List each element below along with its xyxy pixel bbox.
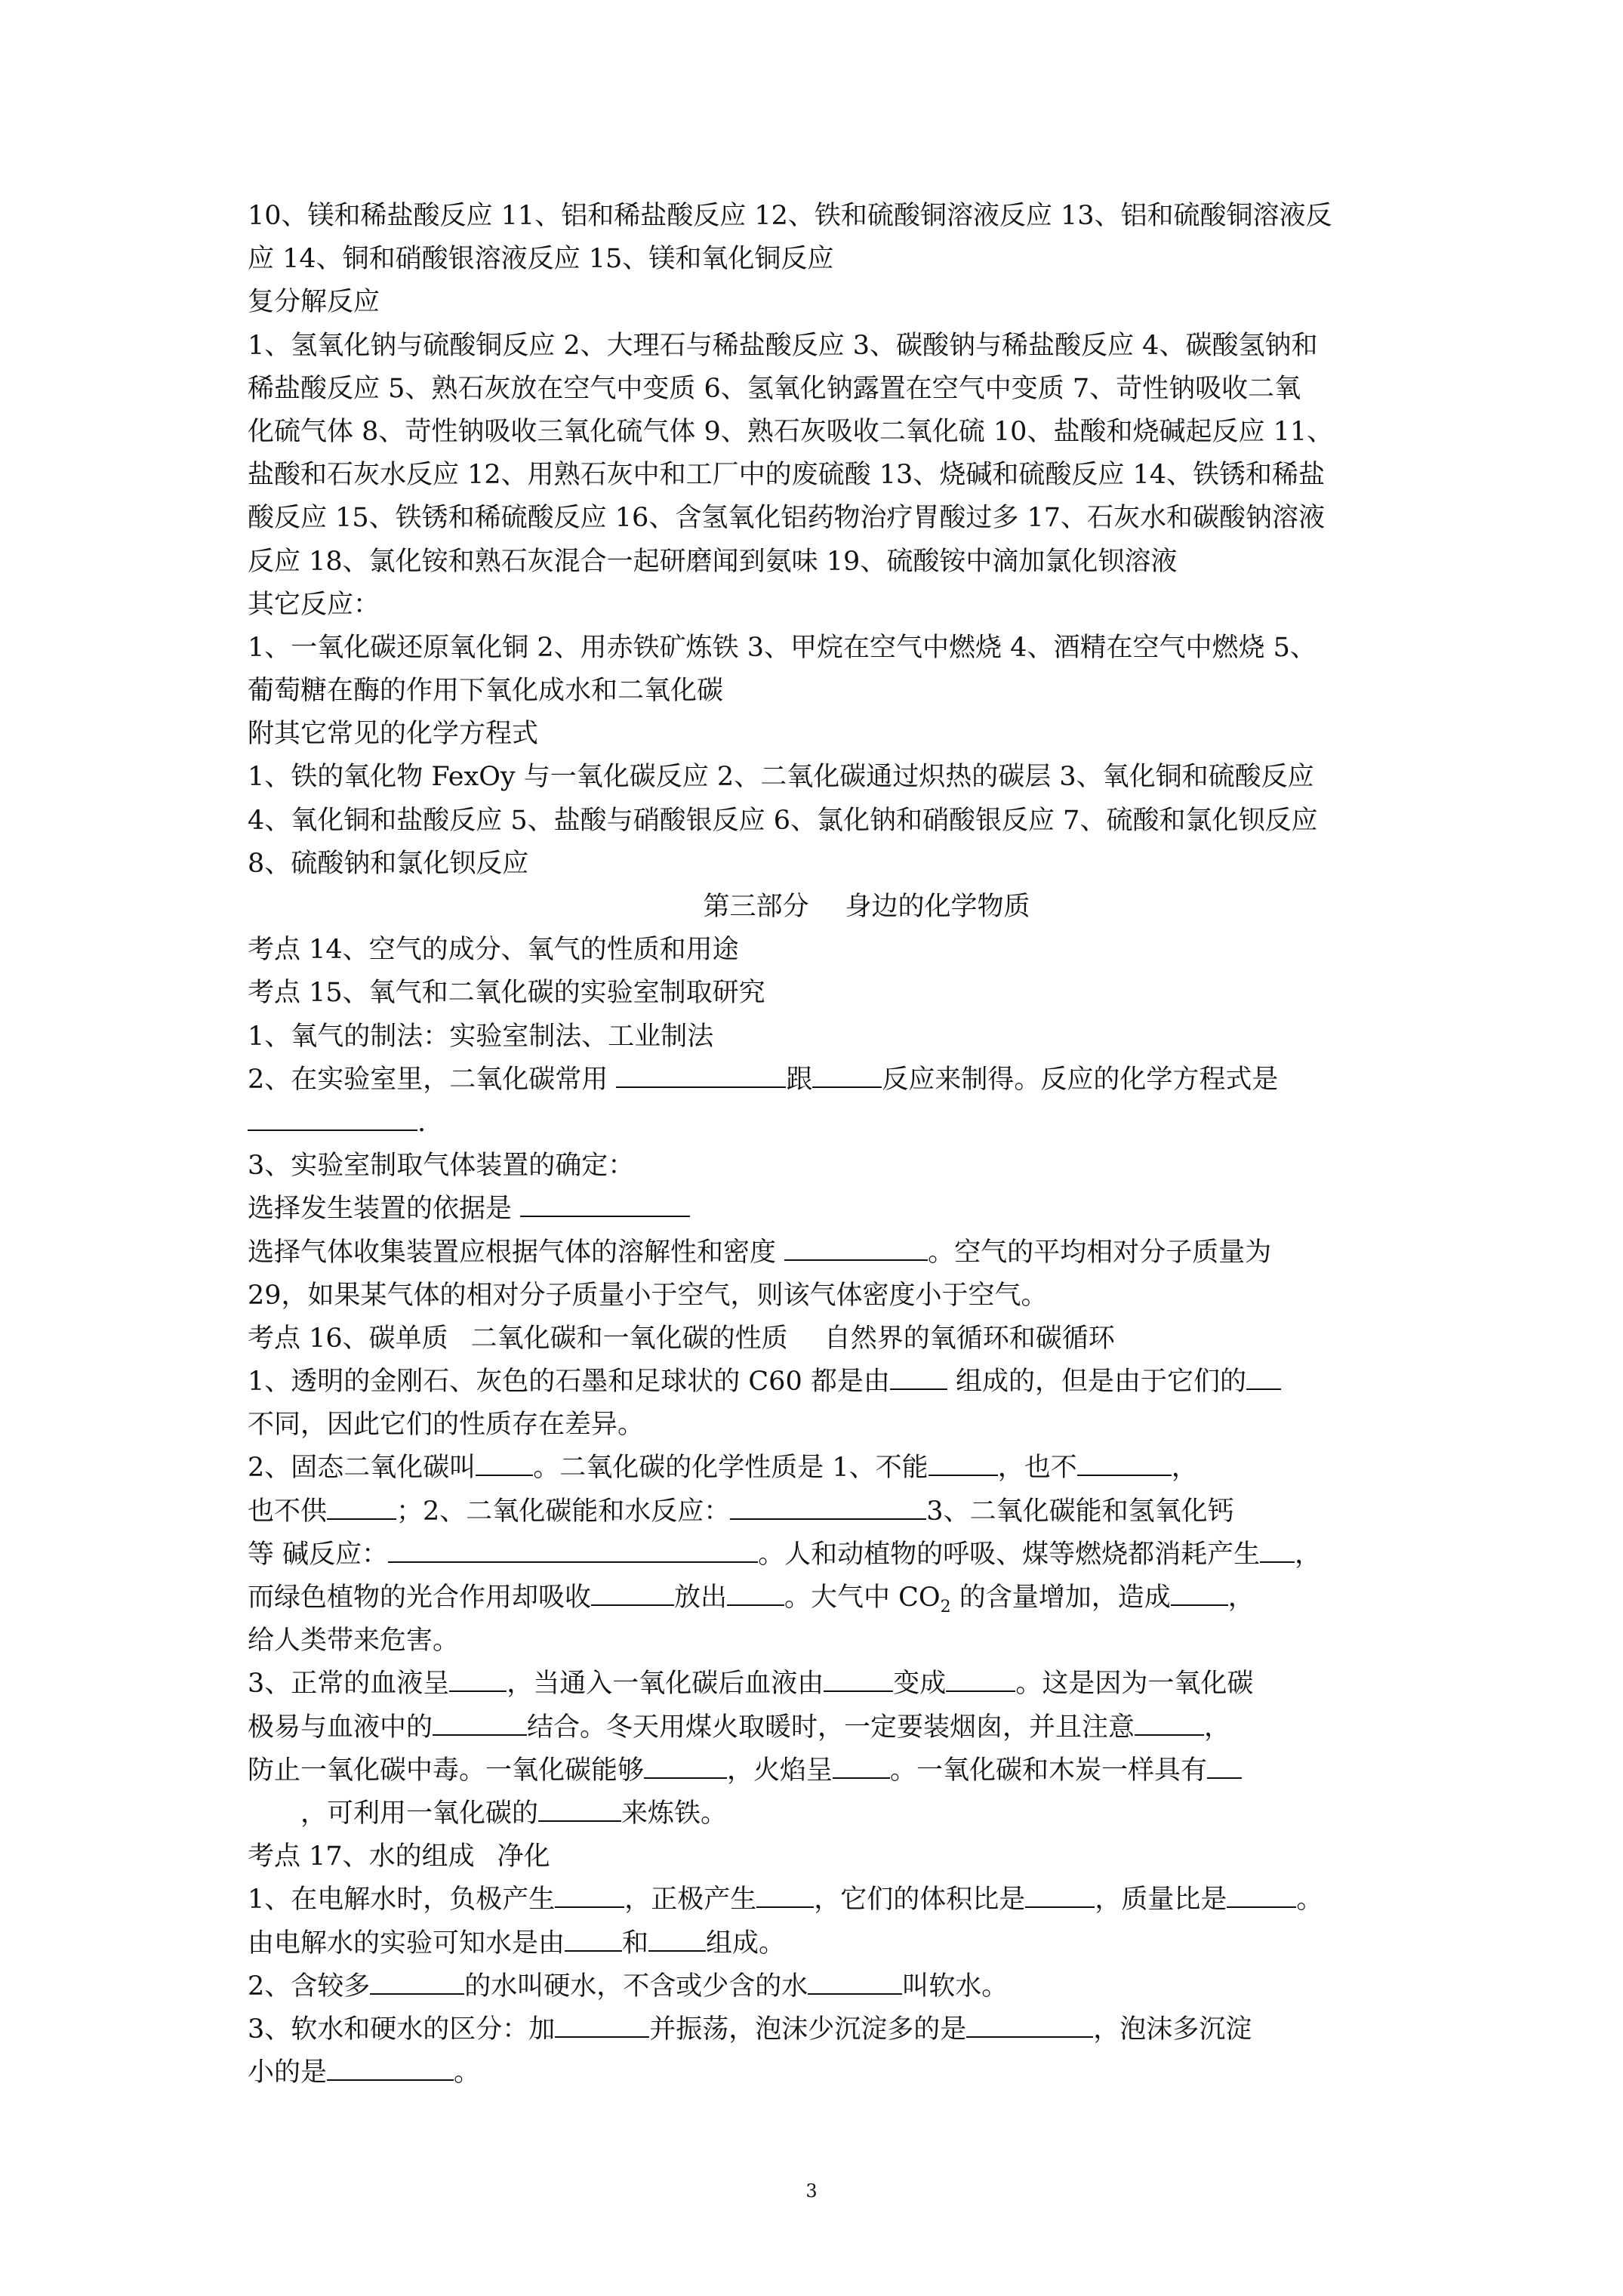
text-line: 3、实验室制取气体装置的确定：	[248, 1151, 635, 1182]
text-line: 给人类带来危害。	[248, 1626, 460, 1657]
blank-line	[520, 1193, 690, 1217]
topic-heading	[248, 1318, 1486, 1361]
text-segment: ，也不	[997, 1453, 1077, 1484]
text-line: 稀盐酸反应 5、熟石灰放在空气中变质 6、氢氧化钠露置在空气中变质 7、苛性钠吸收二氧	[248, 373, 1301, 404]
section-heading: 附其它常见的化学方程式	[248, 719, 539, 750]
text-line	[248, 1965, 1486, 2008]
blank-line	[1077, 1452, 1172, 1476]
blank-line	[648, 1928, 706, 1952]
text-segment: ，它们的体积比是	[814, 1885, 1026, 1915]
text-segment: 。	[454, 2057, 481, 2088]
text-segment: 等 碱反应：	[248, 1539, 389, 1570]
blank-line	[946, 1668, 1015, 1692]
blank-line	[1207, 1755, 1242, 1779]
blank-line	[1246, 1366, 1281, 1390]
blank-line	[808, 1971, 902, 1995]
text-segment: 放出	[674, 1583, 728, 1613]
text-segment: ，泡沫多沉淀	[1093, 2014, 1252, 2045]
text-segment: 选择发生装置的依据是	[248, 1194, 521, 1225]
text-line: 应 14、铜和硝酸银溶液反应 15、镁和氧化铜反应	[248, 244, 834, 275]
text-line	[248, 1706, 1486, 1749]
text-segment: ，火焰呈	[727, 1755, 833, 1786]
text-segment: 组成的，但是由于它们的	[947, 1367, 1246, 1398]
blank-line	[616, 1064, 786, 1088]
text-segment: 组成。	[706, 1928, 786, 1959]
text-segment: ，	[1204, 1712, 1231, 1743]
text-segment: 来炼铁。	[621, 1798, 728, 1829]
text-segment: 也不供	[248, 1496, 328, 1527]
text-segment: 小的是	[248, 2057, 328, 2088]
text-segment: 3、二氧化碳能和氢氧化钙	[926, 1496, 1234, 1527]
text-segment: 。一氧化碳和木炭一样具有	[890, 1755, 1208, 1786]
text-line	[248, 1533, 1486, 1576]
blank-line	[1171, 1582, 1228, 1606]
text-segment: .	[417, 1107, 427, 1138]
text-segment: ，正极产生	[624, 1885, 757, 1915]
topic-heading	[248, 1835, 1486, 1878]
blank-line	[1260, 1539, 1295, 1563]
topic-heading: 考点 14、空气的成分、氧气的性质和用途	[248, 935, 739, 966]
blank-line	[327, 1496, 396, 1520]
text-segment: 。	[1296, 1885, 1323, 1915]
subscript: 2	[940, 1598, 951, 1616]
text-segment: ，	[1171, 1453, 1198, 1484]
blank-line	[555, 2014, 649, 2038]
text-segment: 净化	[497, 1841, 550, 1872]
text-line: 反应 18、氯化铵和熟石灰混合一起研磨闻到氨味 19、硫酸铵中滴加氯化钡溶液	[248, 546, 1178, 577]
text-segment: 变成	[893, 1669, 947, 1700]
text-segment: 1、透明的金刚石、灰色的石墨和足球状的 C60 都是由	[248, 1367, 890, 1398]
blank-line	[1227, 1884, 1296, 1908]
text-segment: ，质量比是	[1095, 1885, 1227, 1915]
text-segment: 并振荡，泡沫少沉淀多的是	[649, 2014, 967, 2045]
text-segment: 而绿色植物的光合作用却吸收	[248, 1583, 592, 1613]
text-segment: 跟	[786, 1064, 813, 1095]
page-number: 3	[805, 2180, 818, 2202]
text-line: 1、一氧化碳还原氧化铜 2、用赤铁矿炼铁 3、甲烷在空气中燃烧 4、酒精在空气中燃烧 5、	[248, 632, 1317, 663]
blank-line	[966, 2014, 1093, 2038]
blank-line	[730, 1496, 926, 1520]
text-segment: 的水叫硬水，不含或少含的水	[464, 1971, 808, 2002]
text-segment: 。二氧化碳的化学性质是 1、不能	[533, 1453, 929, 1484]
text-line	[248, 1059, 1486, 1102]
text-line: 不同，因此它们的性质存在差异。	[248, 1410, 645, 1441]
section-heading: 复分解反应	[248, 287, 380, 318]
text-segment: ；2、二氧化碳能和水反应：	[396, 1496, 731, 1527]
text-line: 10、镁和稀盐酸反应 11、铝和稀盐酸反应 12、铁和硫酸铜溶液反应 13、铝和硫酸铜溶液反	[248, 201, 1332, 231]
text-segment: 考点 17、水的组成	[248, 1841, 475, 1872]
blank-line	[824, 1668, 893, 1692]
text-segment: 考点 16、碳单质	[248, 1323, 448, 1354]
blank-line	[784, 1237, 928, 1261]
blank-line	[476, 1452, 533, 1476]
blank-line	[248, 1107, 417, 1131]
text-line: 8、硫酸钠和氯化钡反应	[248, 848, 529, 879]
text-line	[248, 2008, 1486, 2051]
section-heading: 其它反应：	[248, 589, 380, 620]
text-segment: 由电解水的实验可知水是由	[248, 1928, 565, 1959]
blank-line	[591, 1582, 674, 1606]
text-line: 1、氧气的制法：实验室制法、工业制法	[248, 1021, 714, 1052]
text-segment: 选择气体收集装置应根据气体的溶解性和密度	[248, 1237, 785, 1268]
text-line: 1、氢氧化钠与硫酸铜反应 2、大理石与稀盐酸反应 3、碳酸钠与稀盐酸反应 4、碳酸氢钠和	[248, 330, 1318, 361]
text-segment: ，	[1295, 1539, 1322, 1570]
text-segment: 极易与血液中的	[248, 1712, 433, 1743]
text-segment: 2、固态二氧化碳叫	[248, 1453, 476, 1484]
text-segment: 反应来制得。反应的化学方程式是	[882, 1064, 1279, 1095]
text-line	[248, 1361, 1486, 1404]
text-segment: 叫软水。	[902, 1971, 1009, 2002]
text-segment: 2、在实验室里，二氧化碳常用	[248, 1064, 617, 1095]
text-line	[248, 1576, 1486, 1620]
text-line	[248, 1922, 1486, 1965]
text-line: 4、氧化铜和盐酸反应 5、盐酸与硝酸银反应 6、氯化钠和硝酸银反应 7、硫酸和氯化钡反应	[248, 805, 1318, 836]
blank-line	[388, 1539, 758, 1563]
text-line	[248, 1447, 1486, 1490]
text-segment: ，当通入一氧化碳后血液由	[507, 1669, 824, 1700]
blank-line	[644, 1755, 727, 1779]
text-segment: 。人和动植物的呼吸、煤等燃烧都消耗产生	[758, 1539, 1261, 1570]
part-number: 第三部分	[703, 892, 809, 922]
text-segment: 二氧化碳和一氧化碳的性质	[470, 1323, 788, 1354]
text-line	[248, 1663, 1486, 1706]
blank-line	[555, 1884, 624, 1908]
text-segment: 的含量增加，造成	[950, 1583, 1171, 1613]
text-line: 29，如果某气体的相对分子质量小于空气，则该气体密度小于空气。	[248, 1280, 1048, 1311]
blank-line	[929, 1452, 998, 1476]
text-line	[248, 2051, 1486, 2094]
text-line: 葡萄糖在酶的作用下氧化成水和二氧化碳	[248, 676, 724, 707]
text-segment: 3、正常的血液呈	[248, 1669, 450, 1700]
part-title	[248, 886, 1486, 929]
text-segment: 2、含较多	[248, 1971, 371, 2002]
text-segment: ，	[1227, 1583, 1255, 1613]
text-line	[248, 1878, 1486, 1922]
text-line	[248, 1102, 1486, 1145]
blank-line	[1025, 1884, 1095, 1908]
blank-line	[538, 1798, 621, 1822]
text-segment: 1、在电解水时，负极产生	[248, 1885, 556, 1915]
text-segment: ，可利用一氧化碳的	[300, 1798, 539, 1829]
blank-line	[756, 1884, 814, 1908]
text-segment: 3、软水和硬水的区分：加	[248, 2014, 556, 2045]
text-line: 1、铁的氧化物 FexOy 与一氧化碳反应 2、二氧化碳通过炽热的碳层 3、氧化铜和硫酸反应	[248, 762, 1314, 793]
blank-line	[833, 1755, 890, 1779]
text-segment: 自然界的氧循环和碳循环	[824, 1323, 1115, 1354]
text-line: 盐酸和石灰水反应 12、用熟石灰中和工厂中的废硫酸 13、烧碱和硫酸反应 14、铁锈和稀盐	[248, 460, 1325, 491]
blank-line	[812, 1064, 882, 1088]
text-line: 酸反应 15、铁锈和稀硫酸反应 16、含氢氧化铝药物治疗胃酸过多 17、石灰水和碳酸钠溶液	[248, 503, 1325, 534]
blank-line	[327, 2057, 454, 2081]
blank-line	[449, 1668, 507, 1692]
blank-line	[565, 1928, 622, 1952]
blank-line	[1135, 1712, 1204, 1736]
text-line	[248, 1749, 1486, 1792]
page-body	[248, 195, 1486, 2094]
text-segment: 和	[622, 1928, 649, 1959]
text-line	[248, 1188, 1486, 1231]
text-segment: 。空气的平均相对分子质量为	[928, 1237, 1272, 1268]
blank-line	[370, 1971, 464, 1995]
text-segment: 。大气中 CO	[784, 1583, 941, 1613]
text-line: 化硫气体 8、苛性钠吸收三氧化硫气体 9、熟石灰吸收二氧化硫 10、盐酸和烧碱起反应 11、	[248, 416, 1334, 447]
text-segment: 。这是因为一氧化碳	[1015, 1669, 1254, 1700]
part-name: 身边的化学物质	[845, 892, 1030, 922]
text-line	[248, 1231, 1486, 1274]
topic-heading: 考点 15、氧气和二氧化碳的实验室制取研究	[248, 978, 765, 1009]
text-segment: 防止一氧化碳中毒。一氧化碳能够	[248, 1755, 645, 1786]
text-line	[248, 1792, 1486, 1835]
text-line	[248, 1490, 1486, 1533]
blank-line	[433, 1712, 527, 1736]
text-segment: 结合。冬天用煤火取暖时，一定要装烟囱，并且注意	[527, 1712, 1135, 1743]
blank-line	[727, 1582, 784, 1606]
blank-line	[890, 1366, 947, 1390]
